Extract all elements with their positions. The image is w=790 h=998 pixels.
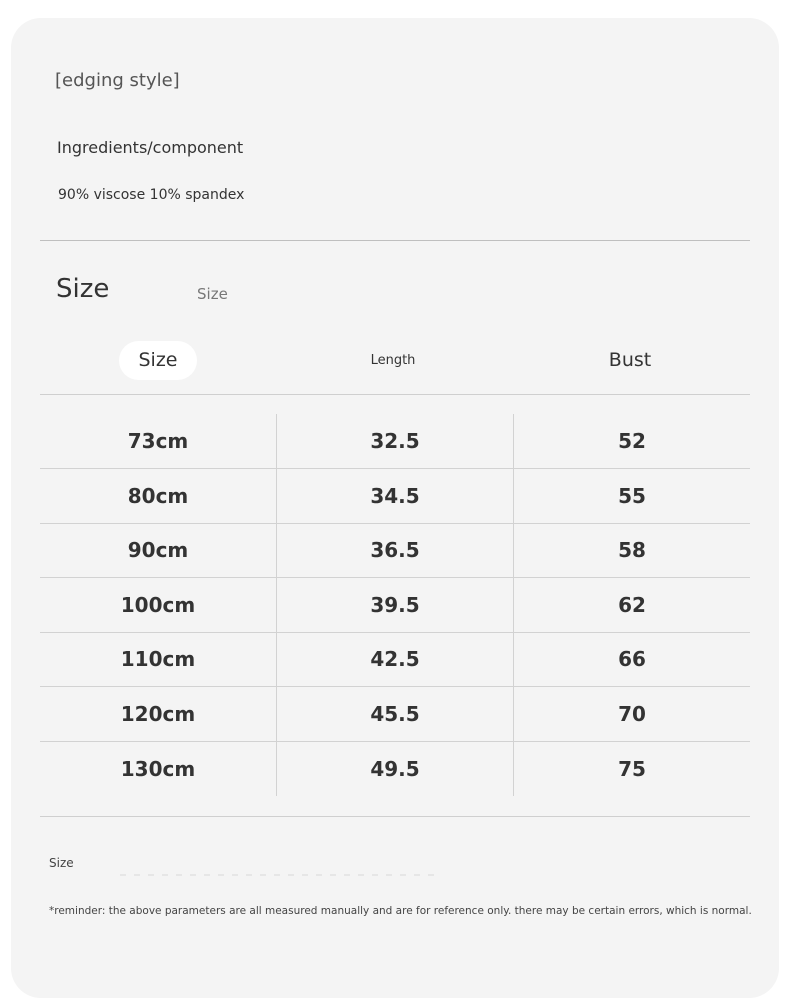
length-cell: 36.5 <box>370 538 420 563</box>
column-header-length: Length <box>370 353 416 368</box>
bust-cell: 75 <box>618 756 646 781</box>
reminder-note: *reminder: the above parameters are all measured manually and are for reference only. there may be certain errors, which is normal. <box>49 905 752 917</box>
size-table <box>40 414 750 796</box>
size-section-subtitle: Size <box>197 285 228 303</box>
size-cell: 90cm <box>127 538 189 563</box>
size-section-title: Size <box>56 274 110 304</box>
length-cell: 39.5 <box>370 592 420 617</box>
bust-cell: 62 <box>618 592 646 617</box>
ingredients-title: Ingredients/component <box>57 138 244 157</box>
header-divider <box>40 394 750 395</box>
edging-style-label: [edging style] <box>55 70 180 91</box>
footer-size-label: Size <box>49 856 74 870</box>
table-row <box>40 687 750 741</box>
table-row <box>40 414 750 468</box>
bust-cell: 58 <box>618 538 646 563</box>
footer-divider <box>40 816 750 817</box>
size-cell: 110cm <box>120 647 196 672</box>
size-cell: 120cm <box>120 702 196 726</box>
length-cell: 42.5 <box>370 647 420 672</box>
length-cell: 45.5 <box>370 702 420 726</box>
faint-text-line <box>120 874 440 876</box>
length-cell: 32.5 <box>370 429 420 453</box>
bust-cell: 52 <box>618 429 646 453</box>
bust-cell: 70 <box>618 702 646 726</box>
column-header-size: Size <box>138 349 178 371</box>
size-cell: 73cm <box>127 429 189 453</box>
size-cell: 130cm <box>120 756 196 781</box>
size-cell: 80cm <box>127 483 189 508</box>
bust-cell: 55 <box>618 483 646 508</box>
table-row <box>40 742 750 796</box>
bust-cell: 66 <box>618 647 646 672</box>
length-cell: 34.5 <box>370 483 420 508</box>
table-row <box>40 469 750 523</box>
table-row <box>40 523 750 577</box>
table-row <box>40 578 750 632</box>
ingredients-value: 90% viscose 10% spandex <box>58 187 245 203</box>
length-cell: 49.5 <box>370 756 420 781</box>
size-cell: 100cm <box>120 592 196 617</box>
section-divider <box>40 240 750 241</box>
column-header-bust: Bust <box>608 349 652 371</box>
table-row <box>40 632 750 686</box>
